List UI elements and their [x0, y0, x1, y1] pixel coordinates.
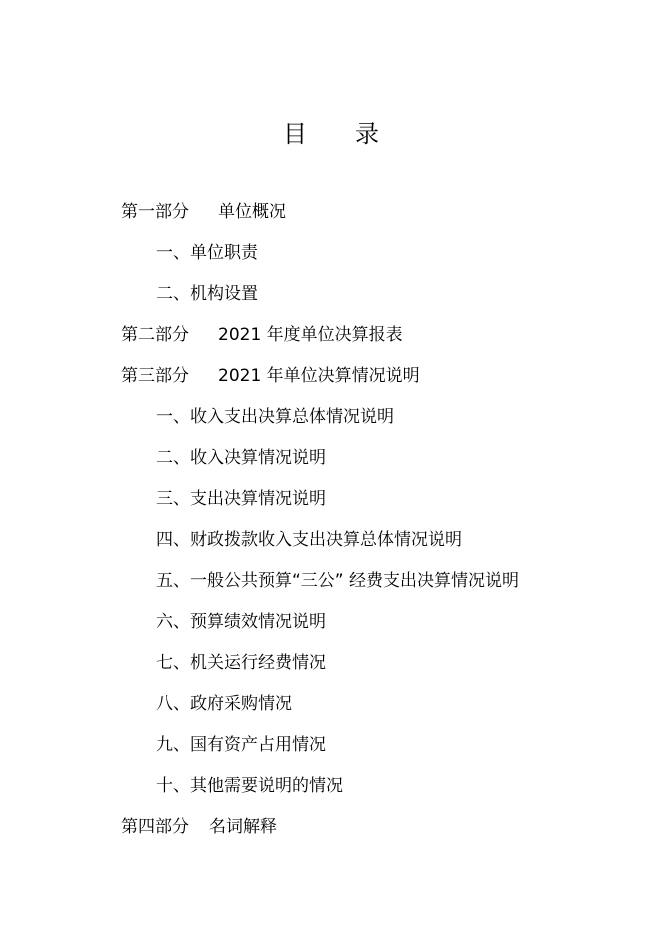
- toc-item: [0, 484, 662, 525]
- toc-item: [0, 730, 662, 771]
- toc-item-label: 一、收入支出决算总体情况说明: [156, 407, 394, 427]
- toc-item: [0, 525, 662, 566]
- toc-item: [0, 279, 662, 320]
- title-char-right: 录: [355, 120, 379, 148]
- toc-item-label: 六、预算绩效情况说明: [156, 612, 326, 632]
- toc-item: [0, 443, 662, 484]
- toc-item-label: 十、其他需要说明的情况: [156, 776, 343, 796]
- toc-item-label: 二、收入决算情况说明: [156, 448, 326, 468]
- toc-item: [0, 402, 662, 443]
- toc-item: [0, 771, 662, 812]
- toc-item: [0, 238, 662, 279]
- toc-part-number: 第二部分: [121, 325, 189, 345]
- table-of-contents: [0, 197, 662, 853]
- toc-item-label: 二、机构设置: [156, 284, 258, 304]
- toc-item: [0, 648, 662, 689]
- toc-item-label: 一、单位职责: [156, 243, 258, 263]
- toc-item: [0, 689, 662, 730]
- toc-item: [0, 566, 662, 607]
- toc-part-label: 名词解释: [209, 817, 277, 837]
- toc-part-4: [0, 812, 662, 853]
- toc-item-label: 七、机关运行经费情况: [156, 653, 326, 673]
- toc-item-label: 九、国有资产占用情况: [156, 735, 326, 755]
- toc-part-number: 第三部分: [121, 366, 189, 386]
- toc-item-label: 八、政府采购情况: [156, 694, 292, 714]
- toc-part-number: 第一部分: [121, 202, 189, 222]
- toc-part-label: 2021 年度单位决算报表: [218, 325, 403, 345]
- toc-item-label: 四、财政拨款收入支出决算总体情况说明: [156, 530, 462, 550]
- toc-part-label: 2021 年单位决算情况说明: [218, 366, 420, 386]
- title-char-left: 目: [283, 120, 307, 148]
- toc-part-3: [0, 361, 662, 402]
- toc-item: [0, 607, 662, 648]
- toc-part-1: [0, 197, 662, 238]
- page-title: [0, 118, 662, 150]
- toc-part-2: [0, 320, 662, 361]
- toc-part-number: 第四部分: [121, 817, 189, 837]
- toc-item-label: 五、一般公共预算“三公” 经费支出决算情况说明: [156, 571, 520, 591]
- toc-item-label: 三、支出决算情况说明: [156, 489, 326, 509]
- toc-part-label: 单位概况: [218, 202, 286, 222]
